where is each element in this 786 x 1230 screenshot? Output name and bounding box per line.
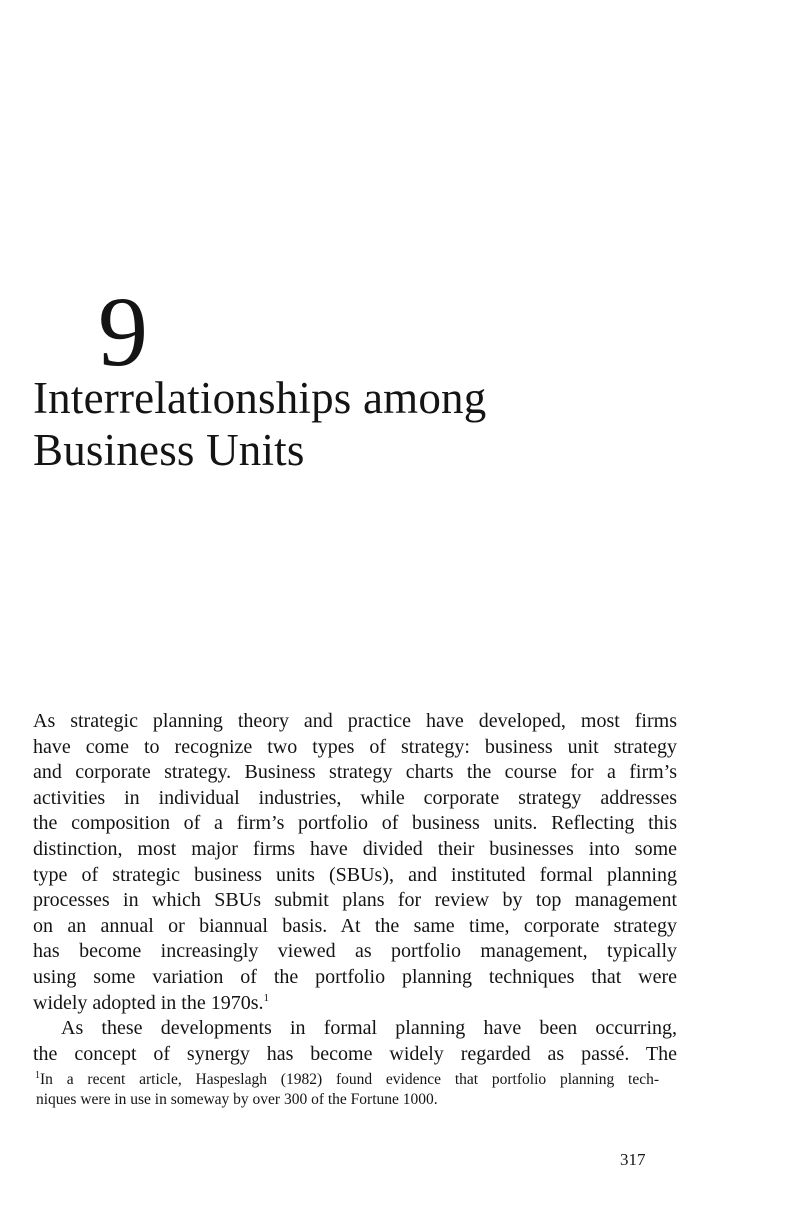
body-line: type of strategic business units (SBUs), and instituted formal planning xyxy=(33,863,677,886)
chapter-title xyxy=(33,372,713,476)
chapter-number: 9 xyxy=(98,276,148,387)
body-line: As strategic planning theory and practice have developed, most firms xyxy=(33,710,677,732)
footnote-line: niques were in use in someway by over 300 of the Fortune 1000. xyxy=(36,1091,438,1108)
body-line-text: widely adopted in the 1970s. xyxy=(33,991,264,1014)
body-line: As these developments in formal planning have been occurring, xyxy=(61,1017,677,1040)
body-line: and corporate strategy. Business strategy charts the course for a firm’s xyxy=(33,761,677,784)
body-line: has become increasingly viewed as portfolio management, typically xyxy=(33,940,677,963)
body-line: processes in which SBUs submit plans for review by top management xyxy=(33,889,677,912)
footnote-line xyxy=(35,1070,659,1090)
footnote-marker: 1 xyxy=(35,1070,40,1081)
page-number: 317 xyxy=(620,1150,646,1169)
chapter-title-line: Business Units xyxy=(33,425,305,475)
body-line: using some variation of the portfolio planning techniques that were xyxy=(33,965,677,988)
body-line: the composition of a firm’s portfolio of business units. Reflecting this xyxy=(33,812,677,835)
body-line: on an annual or biannual basis. At the same time, corporate strategy xyxy=(33,914,677,937)
body-line xyxy=(33,991,677,1017)
footnote-reference: 1 xyxy=(263,991,270,1004)
body-line: activities in individual industries, while corporate strategy addresses xyxy=(33,786,677,809)
chapter-title-line: Interrelationships among xyxy=(33,373,487,423)
body-line: the concept of synergy has become widely regarded as passé. The xyxy=(33,1042,677,1065)
footnote-line-text: In a recent article, Haspeslagh (1982) found evidence that portfolio planning tech- xyxy=(40,1071,659,1088)
body-text xyxy=(33,709,677,1067)
footnote xyxy=(35,1070,659,1110)
body-line: distinction, most major firms have divided their businesses into some xyxy=(33,837,677,860)
body-line: have come to recognize two types of strategy: business unit strategy xyxy=(33,735,677,758)
